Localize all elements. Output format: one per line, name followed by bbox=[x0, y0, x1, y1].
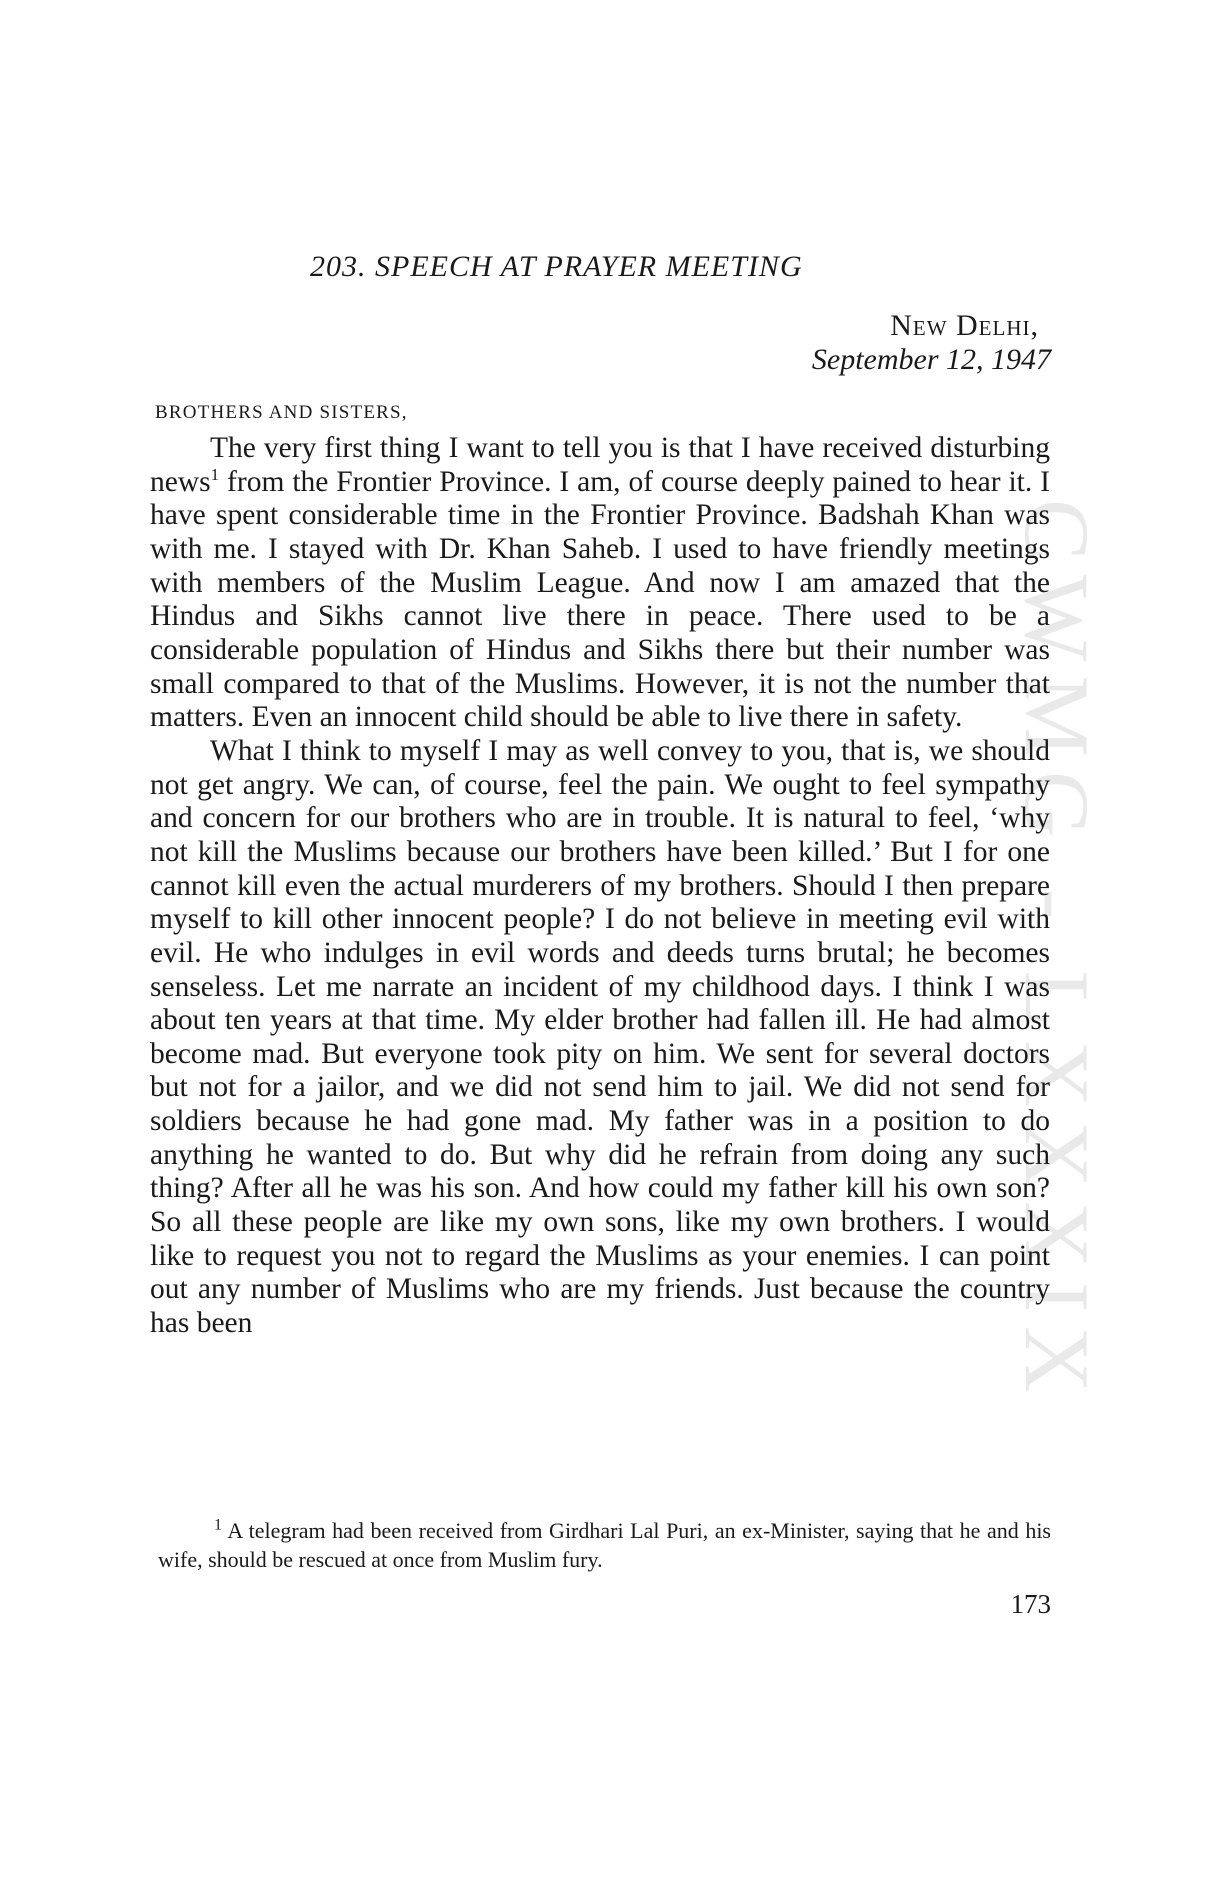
paragraph-1 bbox=[150, 432, 1050, 735]
page-number: 173 bbox=[1010, 1589, 1051, 1619]
footnote-paragraph bbox=[158, 1516, 1051, 1574]
paragraph-1-part-b: from the Frontier Province. I am, of course deeply pained to hear it. I have spent considerable time in the Frontier Province. Badshah Khan was with me. I stayed with Dr. Khan Saheb. I used to have friendly meetings with members of the Muslim League. And now I am amazed that the Hindus and Sikhs cannot live there in peace. There used to be a considerable population of Hindus and Sikhs there but their number was small compared to that of the Muslims. However, it is not the number that matters. Even an innocent child should be able to live there in safety. bbox=[150, 465, 1050, 734]
footnote bbox=[158, 1516, 1051, 1574]
watermark-text: CWMG - LXXXIX bbox=[1006, 499, 1108, 1407]
footnote-text: A telegram had been received from Girdhari Lal Puri, an ex-Minister, saying that he and his wife, should be rescued at once from Muslim fury. bbox=[158, 1518, 1051, 1572]
date-line: September 12, 1947 bbox=[811, 343, 1051, 376]
paragraph-1-part-a: The very first thing I want to tell you is that I have received disturbing news bbox=[150, 432, 1050, 498]
salutation: BROTHERS AND SISTERS, bbox=[155, 402, 408, 423]
footnote-marker: 1 bbox=[214, 1516, 222, 1534]
speech-body bbox=[150, 432, 1050, 1341]
footnote-reference: 1 bbox=[210, 464, 220, 484]
paragraph-2: What I think to myself I may as well convey to you, that is, we should not get angry. We can, of course, feel the pain. We ought to feel sympathy and concern for our brothers who are in trouble. It is natural to feel, ‘why not kill the Muslims because our brothers have been killed.’ But I for one cannot kill even the actual murderers of my brothers. Should I then prepare myself to kill other innocent people? I do not believe in meeting evil with evil. He who indulges in evil words and deeds turns brutal; he becomes senseless. Let me narrate an incident of my childhood days. I think I was about ten years at that time. My elder brother had fallen ill. He had almost become mad. But everyone took pity on him. We sent for several doctors but not for a jailor, and we did not send him to jail. We did not send for soldiers because he had gone mad. My father was in a position to do anything he wanted to do. But why did he refrain from doing any such thing? After all he was his son. And how could my father kill his own son? So all these people are like my own sons, like my own brothers. I would like to request you not to regard the Muslims as your enemies. I can point out any number of Muslims who are my friends. Just because the country has been bbox=[150, 734, 1050, 1340]
speech-title: 203. SPEECH AT PRAYER MEETING bbox=[310, 250, 803, 283]
place-line: New Delhi, bbox=[890, 309, 1039, 342]
